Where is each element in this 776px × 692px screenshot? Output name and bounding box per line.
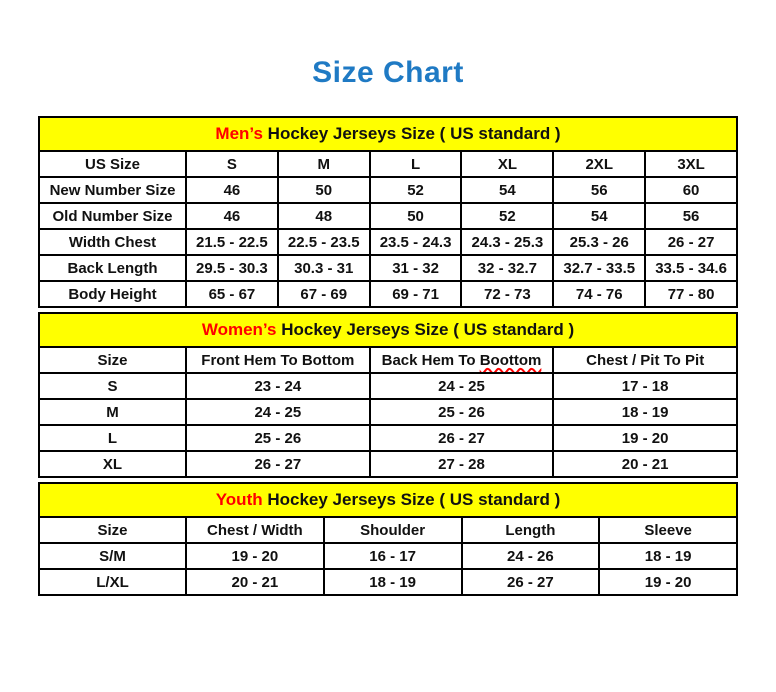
row-label: L <box>39 425 186 451</box>
size-value: 27 - 28 <box>370 451 554 477</box>
col-header: Shoulder <box>324 517 462 543</box>
table-row <box>39 255 737 281</box>
womens-title-rest: Hockey Jerseys Size ( US standard ) <box>276 320 575 339</box>
row-label: S/M <box>39 543 186 569</box>
table-row <box>39 203 737 229</box>
size-value: 54 <box>553 203 645 229</box>
youth-size-table <box>38 482 738 596</box>
size-value: 65 - 67 <box>186 281 278 307</box>
size-value: 72 - 73 <box>461 281 553 307</box>
col-header: Size <box>39 347 186 373</box>
size-value: 24 - 25 <box>370 373 554 399</box>
size-value: 77 - 80 <box>645 281 737 307</box>
size-value: 26 - 27 <box>186 451 370 477</box>
mens-title-rest: Hockey Jerseys Size ( US standard ) <box>262 124 561 143</box>
size-value: 22.5 - 23.5 <box>278 229 370 255</box>
size-value: 18 - 19 <box>324 569 462 595</box>
col-header: Length <box>462 517 600 543</box>
page-title: Size Chart <box>312 56 464 89</box>
size-value: 20 - 21 <box>553 451 737 477</box>
size-value: 33.5 - 34.6 <box>645 255 737 281</box>
size-value: 24 - 26 <box>462 543 600 569</box>
size-value: 46 <box>186 177 278 203</box>
size-chart-body <box>38 116 738 596</box>
col-header: S <box>186 151 278 177</box>
size-value: 32.7 - 33.5 <box>553 255 645 281</box>
row-label: M <box>39 399 186 425</box>
col-header: M <box>278 151 370 177</box>
row-label: L/XL <box>39 569 186 595</box>
womens-section-band <box>39 313 737 347</box>
col-header: L <box>370 151 462 177</box>
mens-size-table <box>38 116 738 308</box>
size-value: 26 - 27 <box>370 425 554 451</box>
size-value: 60 <box>645 177 737 203</box>
size-value: 52 <box>461 203 553 229</box>
size-value: 26 - 27 <box>645 229 737 255</box>
size-value: 25.3 - 26 <box>553 229 645 255</box>
table-row <box>39 177 737 203</box>
size-value: 30.3 - 31 <box>278 255 370 281</box>
size-value: 16 - 17 <box>324 543 462 569</box>
size-value: 24 - 25 <box>186 399 370 425</box>
col-header-text: Back Hem To <box>381 351 480 369</box>
mens-title-highlight: Men’s <box>215 124 263 143</box>
col-header: XL <box>461 151 553 177</box>
spellcheck-flagged-word: Boottom <box>479 351 542 369</box>
col-header: Front Hem To Bottom <box>186 347 370 373</box>
col-header: Size <box>39 517 186 543</box>
size-value: 31 - 32 <box>370 255 462 281</box>
womens-title-highlight: Women’s <box>201 320 277 339</box>
size-value: 67 - 69 <box>278 281 370 307</box>
size-value: 19 - 20 <box>186 543 324 569</box>
size-value: 74 - 76 <box>553 281 645 307</box>
size-value: 21.5 - 22.5 <box>186 229 278 255</box>
size-value: 56 <box>645 203 737 229</box>
size-value: 20 - 21 <box>186 569 324 595</box>
size-value: 25 - 26 <box>186 425 370 451</box>
mens-section-band <box>39 117 737 151</box>
col-header: Sleeve <box>599 517 737 543</box>
row-label: New Number Size <box>39 177 186 203</box>
table-row <box>39 425 737 451</box>
row-label: S <box>39 373 186 399</box>
size-value: 56 <box>553 177 645 203</box>
size-value: 69 - 71 <box>370 281 462 307</box>
col-header: Chest / Width <box>186 517 324 543</box>
table-row <box>39 399 737 425</box>
womens-size-table <box>38 312 738 478</box>
youth-section-title <box>39 483 737 517</box>
table-row <box>39 569 737 595</box>
size-value: 19 - 20 <box>553 425 737 451</box>
row-label: Body Height <box>39 281 186 307</box>
col-header: Chest / Pit To Pit <box>553 347 737 373</box>
table-row <box>39 543 737 569</box>
size-value: 50 <box>278 177 370 203</box>
size-value: 32 - 32.7 <box>461 255 553 281</box>
youth-title-highlight: Youth <box>215 490 263 509</box>
col-header: US Size <box>39 151 186 177</box>
size-value: 54 <box>461 177 553 203</box>
col-header: 3XL <box>645 151 737 177</box>
col-header: 2XL <box>553 151 645 177</box>
size-value: 48 <box>278 203 370 229</box>
table-row <box>39 373 737 399</box>
table-row <box>39 281 737 307</box>
size-value: 24.3 - 25.3 <box>461 229 553 255</box>
size-value: 50 <box>370 203 462 229</box>
table-row <box>39 451 737 477</box>
youth-header-row <box>39 517 737 543</box>
youth-title-rest: Hockey Jerseys Size ( US standard ) <box>262 490 561 509</box>
row-label: Width Chest <box>39 229 186 255</box>
mens-header-row <box>39 151 737 177</box>
row-label: Old Number Size <box>39 203 186 229</box>
size-value: 17 - 18 <box>553 373 737 399</box>
row-label: XL <box>39 451 186 477</box>
size-value: 26 - 27 <box>462 569 600 595</box>
womens-section-title <box>39 313 737 347</box>
size-value: 23.5 - 24.3 <box>370 229 462 255</box>
col-header-misspelled <box>370 347 554 373</box>
table-row <box>39 229 737 255</box>
size-value: 23 - 24 <box>186 373 370 399</box>
size-value: 18 - 19 <box>599 543 737 569</box>
size-value: 19 - 20 <box>599 569 737 595</box>
size-value: 18 - 19 <box>553 399 737 425</box>
row-label: Back Length <box>39 255 186 281</box>
size-value: 25 - 26 <box>370 399 554 425</box>
size-value: 46 <box>186 203 278 229</box>
youth-section-band <box>39 483 737 517</box>
size-value: 52 <box>370 177 462 203</box>
mens-section-title <box>39 117 737 151</box>
womens-header-row <box>39 347 737 373</box>
size-value: 29.5 - 30.3 <box>186 255 278 281</box>
